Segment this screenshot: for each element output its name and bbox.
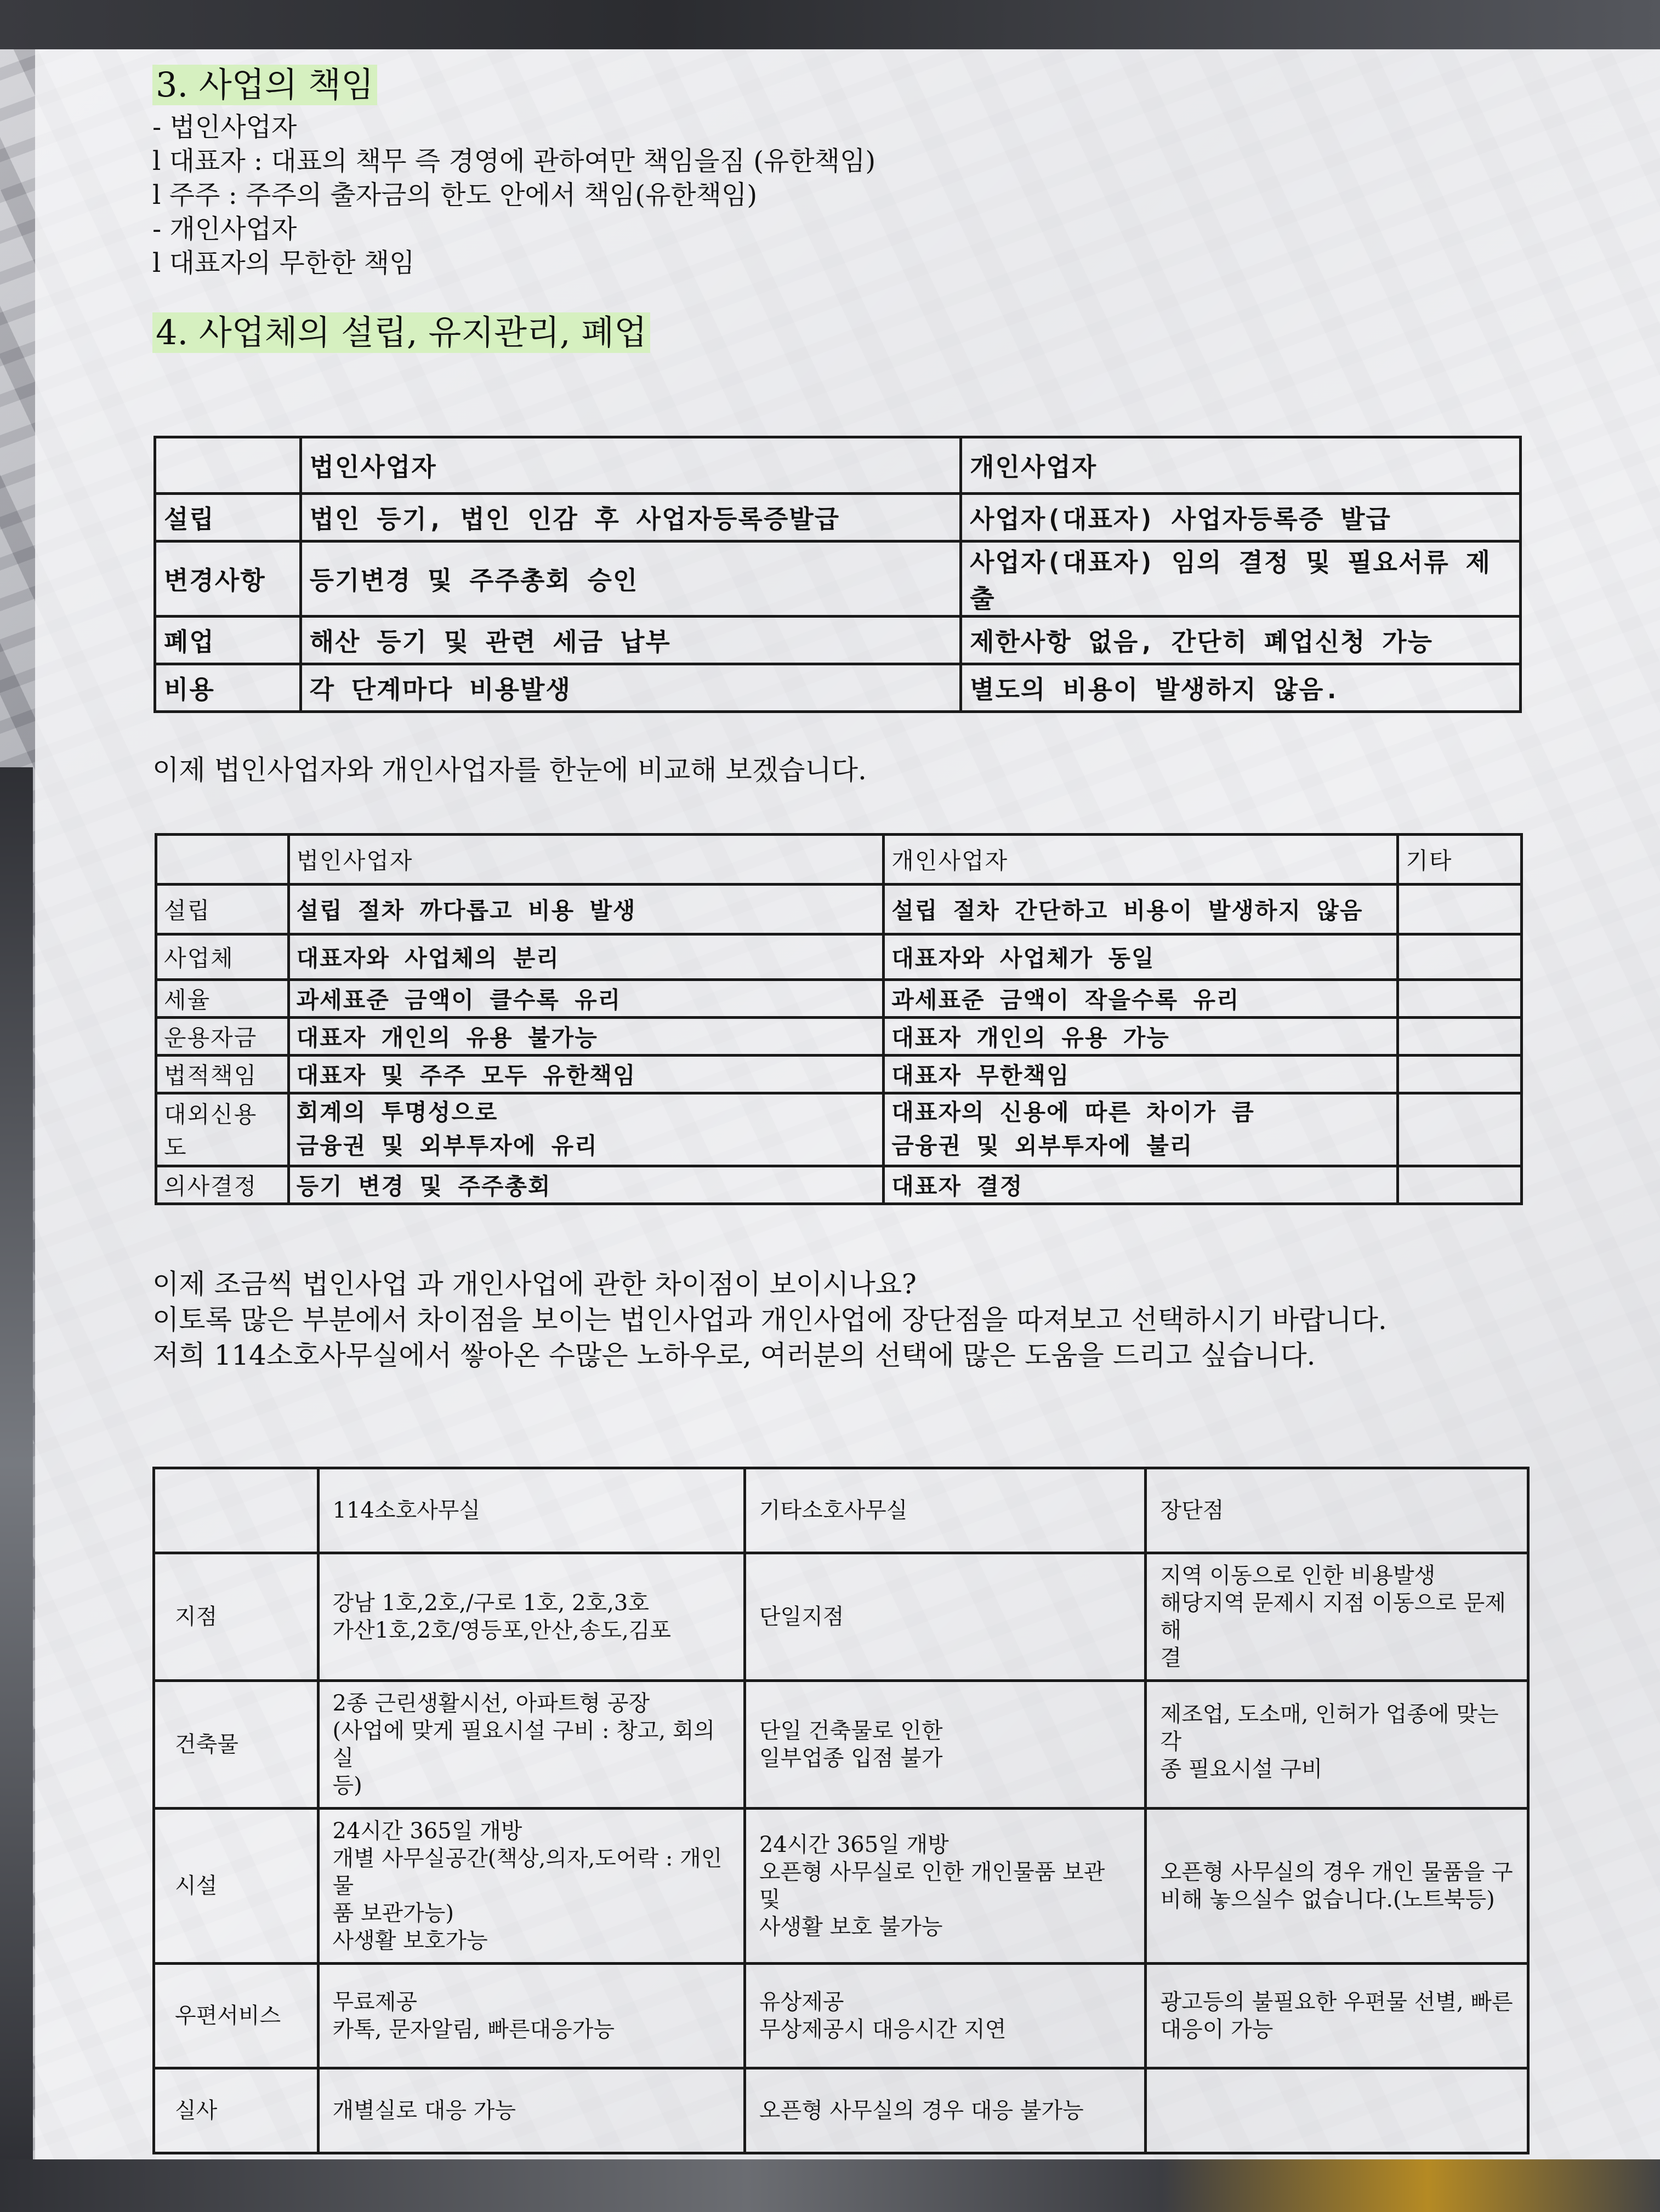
table-row bbox=[154, 1809, 1528, 1964]
table-cell bbox=[155, 437, 301, 494]
establishment-table bbox=[154, 436, 1522, 713]
table-cell bbox=[156, 835, 289, 885]
table-cell: 건축물 bbox=[154, 1681, 319, 1809]
compare-intro: 이제 법인사업자와 개인사업자를 한눈에 비교해 보겠습니다. bbox=[152, 754, 867, 786]
table-cell: 등기 변경 및 주주총회 bbox=[288, 1166, 884, 1204]
table-cell: 기타소호사무실 bbox=[744, 1468, 1146, 1553]
table-row bbox=[156, 934, 1522, 980]
table-cell bbox=[1398, 1166, 1522, 1204]
section4-heading: 4. 사업체의 설립, 유지관리, 폐업 bbox=[152, 312, 650, 353]
table-cell: 과세표준 금액이 클수록 유리 bbox=[288, 980, 884, 1018]
table-row bbox=[156, 885, 1522, 934]
table-cell: 오픈형 사무실의 경우 대응 불가능 bbox=[744, 2068, 1146, 2153]
section3-line: l 주주 : 주주의 출자금의 한도 안에서 책임(유한책임) bbox=[152, 180, 758, 210]
table-cell: 대표자 무한책임 bbox=[884, 1056, 1398, 1093]
table-row bbox=[156, 1056, 1522, 1093]
table-cell: 법인사업자 bbox=[300, 437, 961, 494]
table-cell: 지역 이동으로 인한 비용발생 해당지역 문제시 지점 이동으로 문제해 결 bbox=[1146, 1553, 1528, 1681]
section3-line: - 법인사업자 bbox=[152, 112, 297, 142]
table-header-row bbox=[155, 437, 1521, 494]
table-cell: 사업체 bbox=[156, 934, 289, 980]
table-cell: 2종 근린생활시선, 아파트형 공장 (사업에 맞게 필요시설 구비 : 창고, 회의실 등) bbox=[318, 1681, 744, 1809]
table-cell: 세율 bbox=[156, 980, 289, 1018]
table-row bbox=[156, 1093, 1522, 1166]
table-cell: 대표자와 사업체의 분리 bbox=[288, 934, 884, 980]
table-cell: 단일지점 bbox=[744, 1553, 1146, 1681]
table-cell: 장단점 bbox=[1146, 1468, 1528, 1553]
table-cell: 광고등의 불필요한 우편물 선별, 빠른 대응이 가능 bbox=[1146, 1964, 1528, 2068]
table-row bbox=[156, 1166, 1522, 1204]
table-cell: 해산 등기 및 관련 세금 납부 bbox=[300, 617, 961, 664]
table-cell: 별도의 비용이 발생하지 않음. bbox=[961, 664, 1521, 712]
table-cell: 변경사항 bbox=[155, 541, 301, 617]
table-cell: 의사결정 bbox=[156, 1166, 289, 1204]
table-cell: 24시간 365일 개방 개별 사무실공간(책상,의자,도어락 : 개인물 품 보관가능) 사생활 보호가능 bbox=[318, 1809, 744, 1964]
table-cell: 대표자 및 주주 모두 유한책임 bbox=[288, 1056, 884, 1093]
table-cell: 개인사업자 bbox=[884, 835, 1398, 885]
table-row bbox=[155, 494, 1521, 541]
table-cell: 대표자 개인의 유용 가능 bbox=[884, 1018, 1398, 1056]
table-header-row bbox=[154, 1468, 1528, 1553]
table-cell: 무료제공 카톡, 문자알림, 빠른대응가능 bbox=[318, 1964, 744, 2068]
table-cell: 폐업 bbox=[155, 617, 301, 664]
table-cell bbox=[1146, 2068, 1528, 2153]
table-cell: 대표자 개인의 유용 불가능 bbox=[288, 1018, 884, 1056]
table-cell: 운용자금 bbox=[156, 1018, 289, 1056]
section3-heading: 3. 사업의 책임 bbox=[152, 65, 377, 105]
table-cell: 실사 bbox=[154, 2068, 319, 2153]
table-cell bbox=[1398, 980, 1522, 1018]
closing-line: 이제 조금씩 법인사업 과 개인사업에 관한 차이점이 보이시나요? bbox=[152, 1268, 917, 1300]
table-cell: 사업자(대표자) 사업자등록증 발급 bbox=[961, 494, 1521, 541]
table-row bbox=[155, 617, 1521, 664]
table-cell: 기타 bbox=[1398, 835, 1522, 885]
table-cell: 설립 bbox=[156, 885, 289, 934]
table-cell: 등기변경 및 주주총회 승인 bbox=[300, 541, 961, 617]
table-cell: 설립 bbox=[155, 494, 301, 541]
table-row bbox=[156, 980, 1522, 1018]
closing-line: 저희 114소호사무실에서 쌓아온 수많은 노하우로, 여러분의 선택에 많은 도움을 드리고 싶습니다. bbox=[152, 1339, 1316, 1371]
table-cell: 대외신용 도 bbox=[156, 1093, 289, 1166]
table-cell: 사업자(대표자) 임의 결정 및 필요서류 제출 bbox=[961, 541, 1521, 617]
section3-line: - 개인사업자 bbox=[152, 214, 297, 244]
table-row bbox=[154, 1553, 1528, 1681]
table-cell: 시설 bbox=[154, 1809, 319, 1964]
table-cell bbox=[1398, 1018, 1522, 1056]
table-row bbox=[155, 541, 1521, 617]
table-cell: 설립 절차 간단하고 비용이 발생하지 않음 bbox=[884, 885, 1398, 934]
closing-line: 이토록 많은 부분에서 차이점을 보이는 법인사업과 개인사업에 장단점을 따져보고 선택하시기 바랍니다. bbox=[152, 1304, 1387, 1336]
table-cell: 지점 bbox=[154, 1553, 319, 1681]
table-cell: 회계의 투명성으로 금융권 및 외부투자에 유리 bbox=[288, 1093, 884, 1166]
table-row bbox=[156, 1018, 1522, 1056]
table-cell: 제한사항 없음, 간단히 폐업신청 가능 bbox=[961, 617, 1521, 664]
table-cell bbox=[154, 1468, 319, 1553]
section3-line: l 대표자의 무한한 책임 bbox=[152, 248, 415, 278]
table-row bbox=[154, 2068, 1528, 2153]
table-cell: 대표자의 신용에 따른 차이가 큼 금융권 및 외부투자에 불리 bbox=[884, 1093, 1398, 1166]
table-cell: 24시간 365일 개방 오픈형 사무실로 인한 개인물품 보관 및 사생활 보호 불가능 bbox=[744, 1809, 1146, 1964]
table-cell: 비용 bbox=[155, 664, 301, 712]
section3-line: l 대표자 : 대표의 책무 즉 경영에 관하여만 책임을짐 (유한책임) bbox=[152, 146, 876, 176]
table-cell: 법인사업자 bbox=[288, 835, 884, 885]
comparison-table bbox=[155, 833, 1523, 1205]
table-cell: 114소호사무실 bbox=[318, 1468, 744, 1553]
table-cell bbox=[1398, 1093, 1522, 1166]
table-cell: 단일 건축물로 인한 일부업종 입점 불가 bbox=[744, 1681, 1146, 1809]
table-cell: 오픈형 사무실의 경우 개인 물품을 구 비해 놓으실수 없습니다.(노트북등) bbox=[1146, 1809, 1528, 1964]
table-cell: 대표자와 사업체가 동일 bbox=[884, 934, 1398, 980]
table-cell: 설립 절차 까다롭고 비용 발생 bbox=[288, 885, 884, 934]
table-cell: 제조업, 도소매, 인허가 업종에 맞는 각 종 필요시설 구비 bbox=[1146, 1681, 1528, 1809]
table-row bbox=[155, 664, 1521, 712]
table-row bbox=[154, 1681, 1528, 1809]
table-cell: 대표자 결정 bbox=[884, 1166, 1398, 1204]
table-cell bbox=[1398, 934, 1522, 980]
table-cell: 강남 1호,2호,/구로 1호, 2호,3호 가산1호,2호/영등포,안산,송도,김포 bbox=[318, 1553, 744, 1681]
office-comparison-table bbox=[152, 1467, 1530, 2154]
table-header-row bbox=[156, 835, 1522, 885]
table-cell: 각 단계마다 비용발생 bbox=[300, 664, 961, 712]
table-cell: 유상제공 무상제공시 대응시간 지연 bbox=[744, 1964, 1146, 2068]
table-cell: 과세표준 금액이 작을수록 유리 bbox=[884, 980, 1398, 1018]
table-row bbox=[154, 1964, 1528, 2068]
table-cell bbox=[1398, 1056, 1522, 1093]
table-cell bbox=[1398, 885, 1522, 934]
table-cell: 개별실로 대응 가능 bbox=[318, 2068, 744, 2153]
table-cell: 개인사업자 bbox=[961, 437, 1521, 494]
table-cell: 법적책임 bbox=[156, 1056, 289, 1093]
table-cell: 법인 등기, 법인 인감 후 사업자등록증발급 bbox=[300, 494, 961, 541]
table-cell: 우편서비스 bbox=[154, 1964, 319, 2068]
